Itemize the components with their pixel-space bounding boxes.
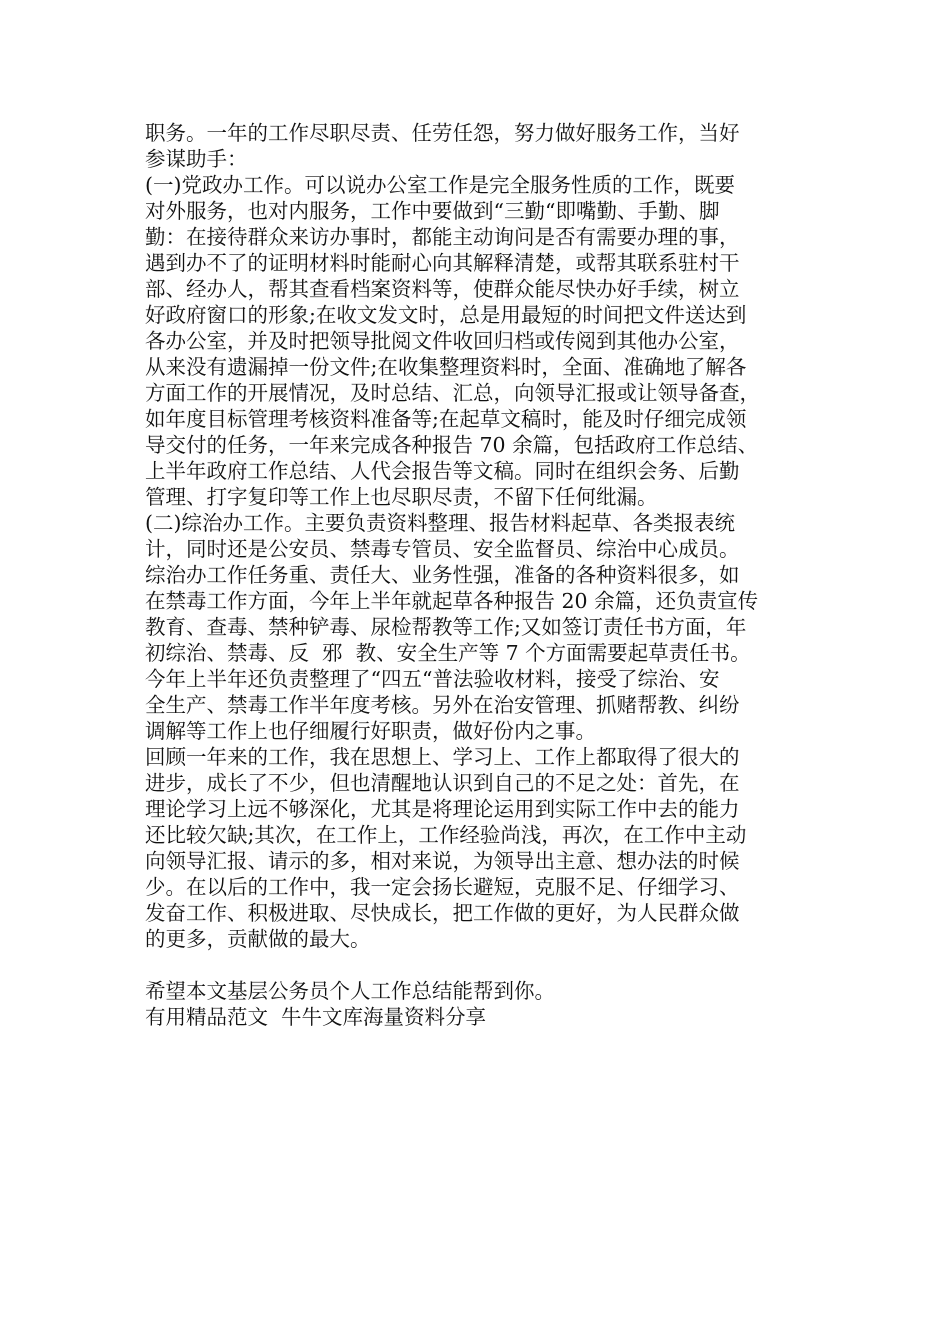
body-line: 初综治、禁毒、反 邪 教、安全生产等 7 个方面需要起草责任书。 [145,641,751,665]
body-line: 从来没有遗漏掉一份文件;在收集整理资料时，全面、准确地了解各 [145,355,747,379]
body-line: 的更多，贡献做的最大。 [145,927,371,951]
body-line: 少。在以后的工作中，我一定会扬长避短，克服不足、仔细学习、 [145,875,740,899]
body-line: 进步，成长了不少，但也清醒地认识到自己的不足之处：首先，在 [145,771,740,795]
body-line: 还比较欠缺;其次，在工作上，工作经验尚浅，再次，在工作中主动 [145,823,747,847]
body-line: (二)综治办工作。主要负责资料整理、报告材料起草、各类报表统 [145,511,735,535]
body-line: 参谋助手： [145,147,248,171]
body-line: (一)党政办工作。可以说办公室工作是完全服务性质的工作，既要 [145,173,735,197]
body-line: 各办公室，并及时把领导批阅文件收回归档或传阅到其他办公室， [145,329,740,353]
closing-line: 希望本文基层公务员个人工作总结能帮到你。 [145,979,555,1003]
body-line: 调解等工作上也仔细履行好职责，做好份内之事。 [145,719,596,743]
body-line: 全生产、禁毒工作半年度考核。另外在治安管理、抓赌帮教、纠纷 [145,693,740,717]
body-line: 向领导汇报、请示的多，相对来说，为领导出主意、想办法的时候 [145,849,740,873]
body-line: 综治办工作任务重、责任大、业务性强，准备的各种资料很多，如 [145,563,740,587]
body-line: 导交付的任务，一年来完成各种报告 70 余篇，包括政府工作总结、 [145,433,759,457]
body-line: 部、经办人，帮其查看档案资料等，使群众能尽快办好手续，树立 [145,277,740,301]
body-line: 管理、打字复印等工作上也尽职尽责，不留下任何纰漏。 [145,485,658,509]
body-line: 理论学习上远不够深化，尤其是将理论运用到实际工作中去的能力 [145,797,740,821]
body-line: 方面工作的开展情况，及时总结、汇总，向领导汇报或让领导备查， [145,381,760,405]
body-line: 职务。一年的工作尽职尽责、任劳任怨，努力做好服务工作，当好 [145,121,740,145]
body-line: 好政府窗口的形象;在收文发文时，总是用最短的时间把文件送达到 [145,303,747,327]
body-line: 勤：在接待群众来访办事时，都能主动询问是否有需要办理的事， [145,225,740,249]
body-line: 如年度目标管理考核资料准备等;在起草文稿时，能及时仔细完成领 [145,407,747,431]
footer-line: 有用精品范文 牛牛文库海量资料分享 [145,1005,487,1029]
paragraph-spacer [145,952,815,978]
body-line: 教育、查毒、禁种铲毒、尿检帮教等工作;又如签订责任书方面，年 [145,615,747,639]
body-line: 计，同时还是公安员、禁毒专管员、安全监督员、综治中心成员。 [145,537,740,561]
body-line: 回顾一年来的工作，我在思想上、学习上、工作上都取得了很大的 [145,745,740,769]
body-line: 发奋工作、积极进取、尽快成长，把工作做的更好，为人民群众做 [145,901,740,925]
body-line: 在禁毒工作方面，今年上半年就起草各种报告 20 余篇，还负责宣传 [145,589,759,613]
document-body [145,120,815,1030]
body-line: 对外服务，也对内服务，工作中要做到“三勤“即嘴勤、手勤、脚 [145,199,720,223]
body-line: 今年上半年还负责整理了“四五“普法验收材料，接受了综治、安 [145,667,720,691]
body-line: 上半年政府工作总结、人代会报告等文稿。同时在组织会务、后勤 [145,459,740,483]
body-line: 遇到办不了的证明材料时能耐心向其解释清楚，或帮其联系驻村干 [145,251,740,275]
